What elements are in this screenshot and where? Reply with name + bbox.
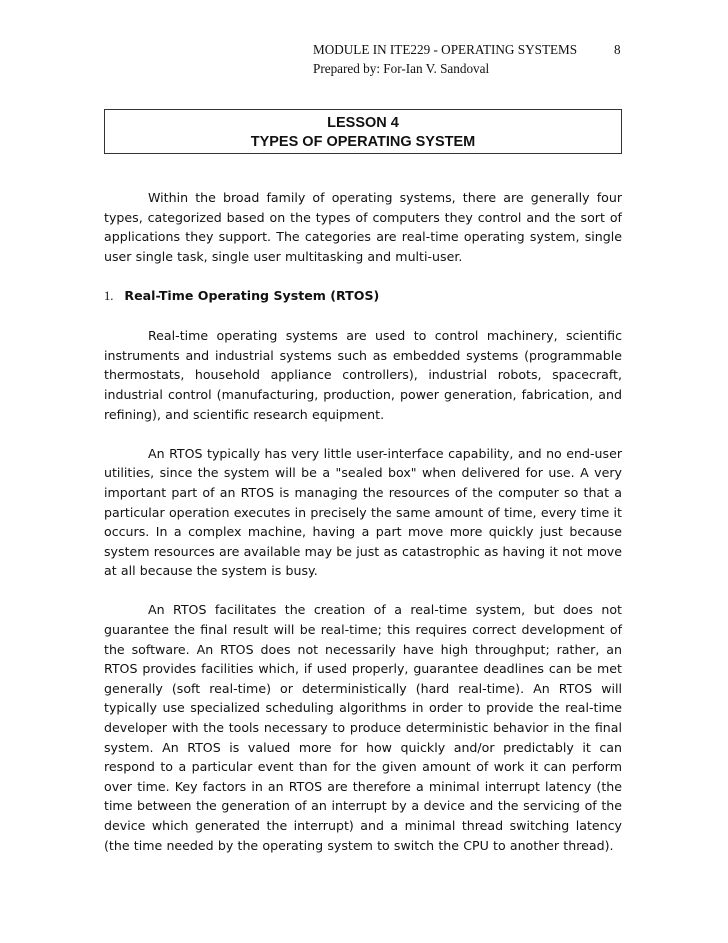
module-line: MODULE IN ITE229 - OPERATING SYSTEMS: [313, 42, 578, 57]
section-number: 1.: [104, 288, 114, 303]
document-body: [104, 188, 622, 875]
rtos-paragraph-1: Real-time operating systems are used to control machinery, scientific instruments and industrial systems such as embedded systems (programmable thermostats, household appliance controllers), industrial robots, spacecraft, industrial control (manufacturing, production, power generation, fabrication, and refining), and scientific research equipment.: [104, 328, 622, 422]
header-module-row: [313, 40, 713, 59]
rtos-paragraph-3: An RTOS facilitates the creation of a real-time system, but does not guarantee the final result will be real-time; this requires correct development of the software. An RTOS does not necessarily have high throughput; rather, an RTOS provides facilities which, if used properly, guarantee deadlines can be met generally (soft real-time) or deterministically (hard real-time). An RTOS will typically use specialized scheduling algorithms in order to provide the real-time developer with the tools necessary to produce deterministic behavior in the final system. An RTOS is valued more for how quickly and/or predictably it can respond to a particular event than for the given amount of work it can perform over time. Key factors in an RTOS are therefore a minimal interrupt latency (the time between the generation of an interrupt by a device and the servicing of the device which generated the interrupt) and a minimal thread switching latency (the time needed by the operating system to switch the CPU to another thread).: [104, 602, 622, 853]
page-number: 8: [614, 42, 621, 57]
lesson-title: TYPES OF OPERATING SYSTEM: [250, 134, 476, 150]
page-header: [313, 40, 713, 78]
lesson-number: LESSON 4: [327, 115, 399, 131]
prepared-by: Prepared by: For-Ian V. Sandoval: [313, 61, 490, 76]
lesson-title-box: [104, 109, 622, 154]
rtos-paragraph-2: An RTOS typically has very little user-interface capability, and no end-user utilities, since the system will be a "sealed box" when delivered for use. A very important part of an RTOS is managing the resources of the computer so that a particular operation executes in precisely the same amount of time, every time it occurs. In a complex machine, having a part move more quickly just because system resources are available may be just as catastrophic as having it not move at all because the system is busy.: [104, 445, 622, 579]
section-heading: [104, 286, 622, 307]
intro-paragraph: Within the broad family of operating systems, there are generally four types, categorized based on the types of computers they control and the sort of applications they support. The categories are real-time operating system, single user single task, single user multitasking and multi-user.: [104, 190, 622, 264]
section-title: Real-Time Operating System (RTOS): [124, 287, 380, 303]
